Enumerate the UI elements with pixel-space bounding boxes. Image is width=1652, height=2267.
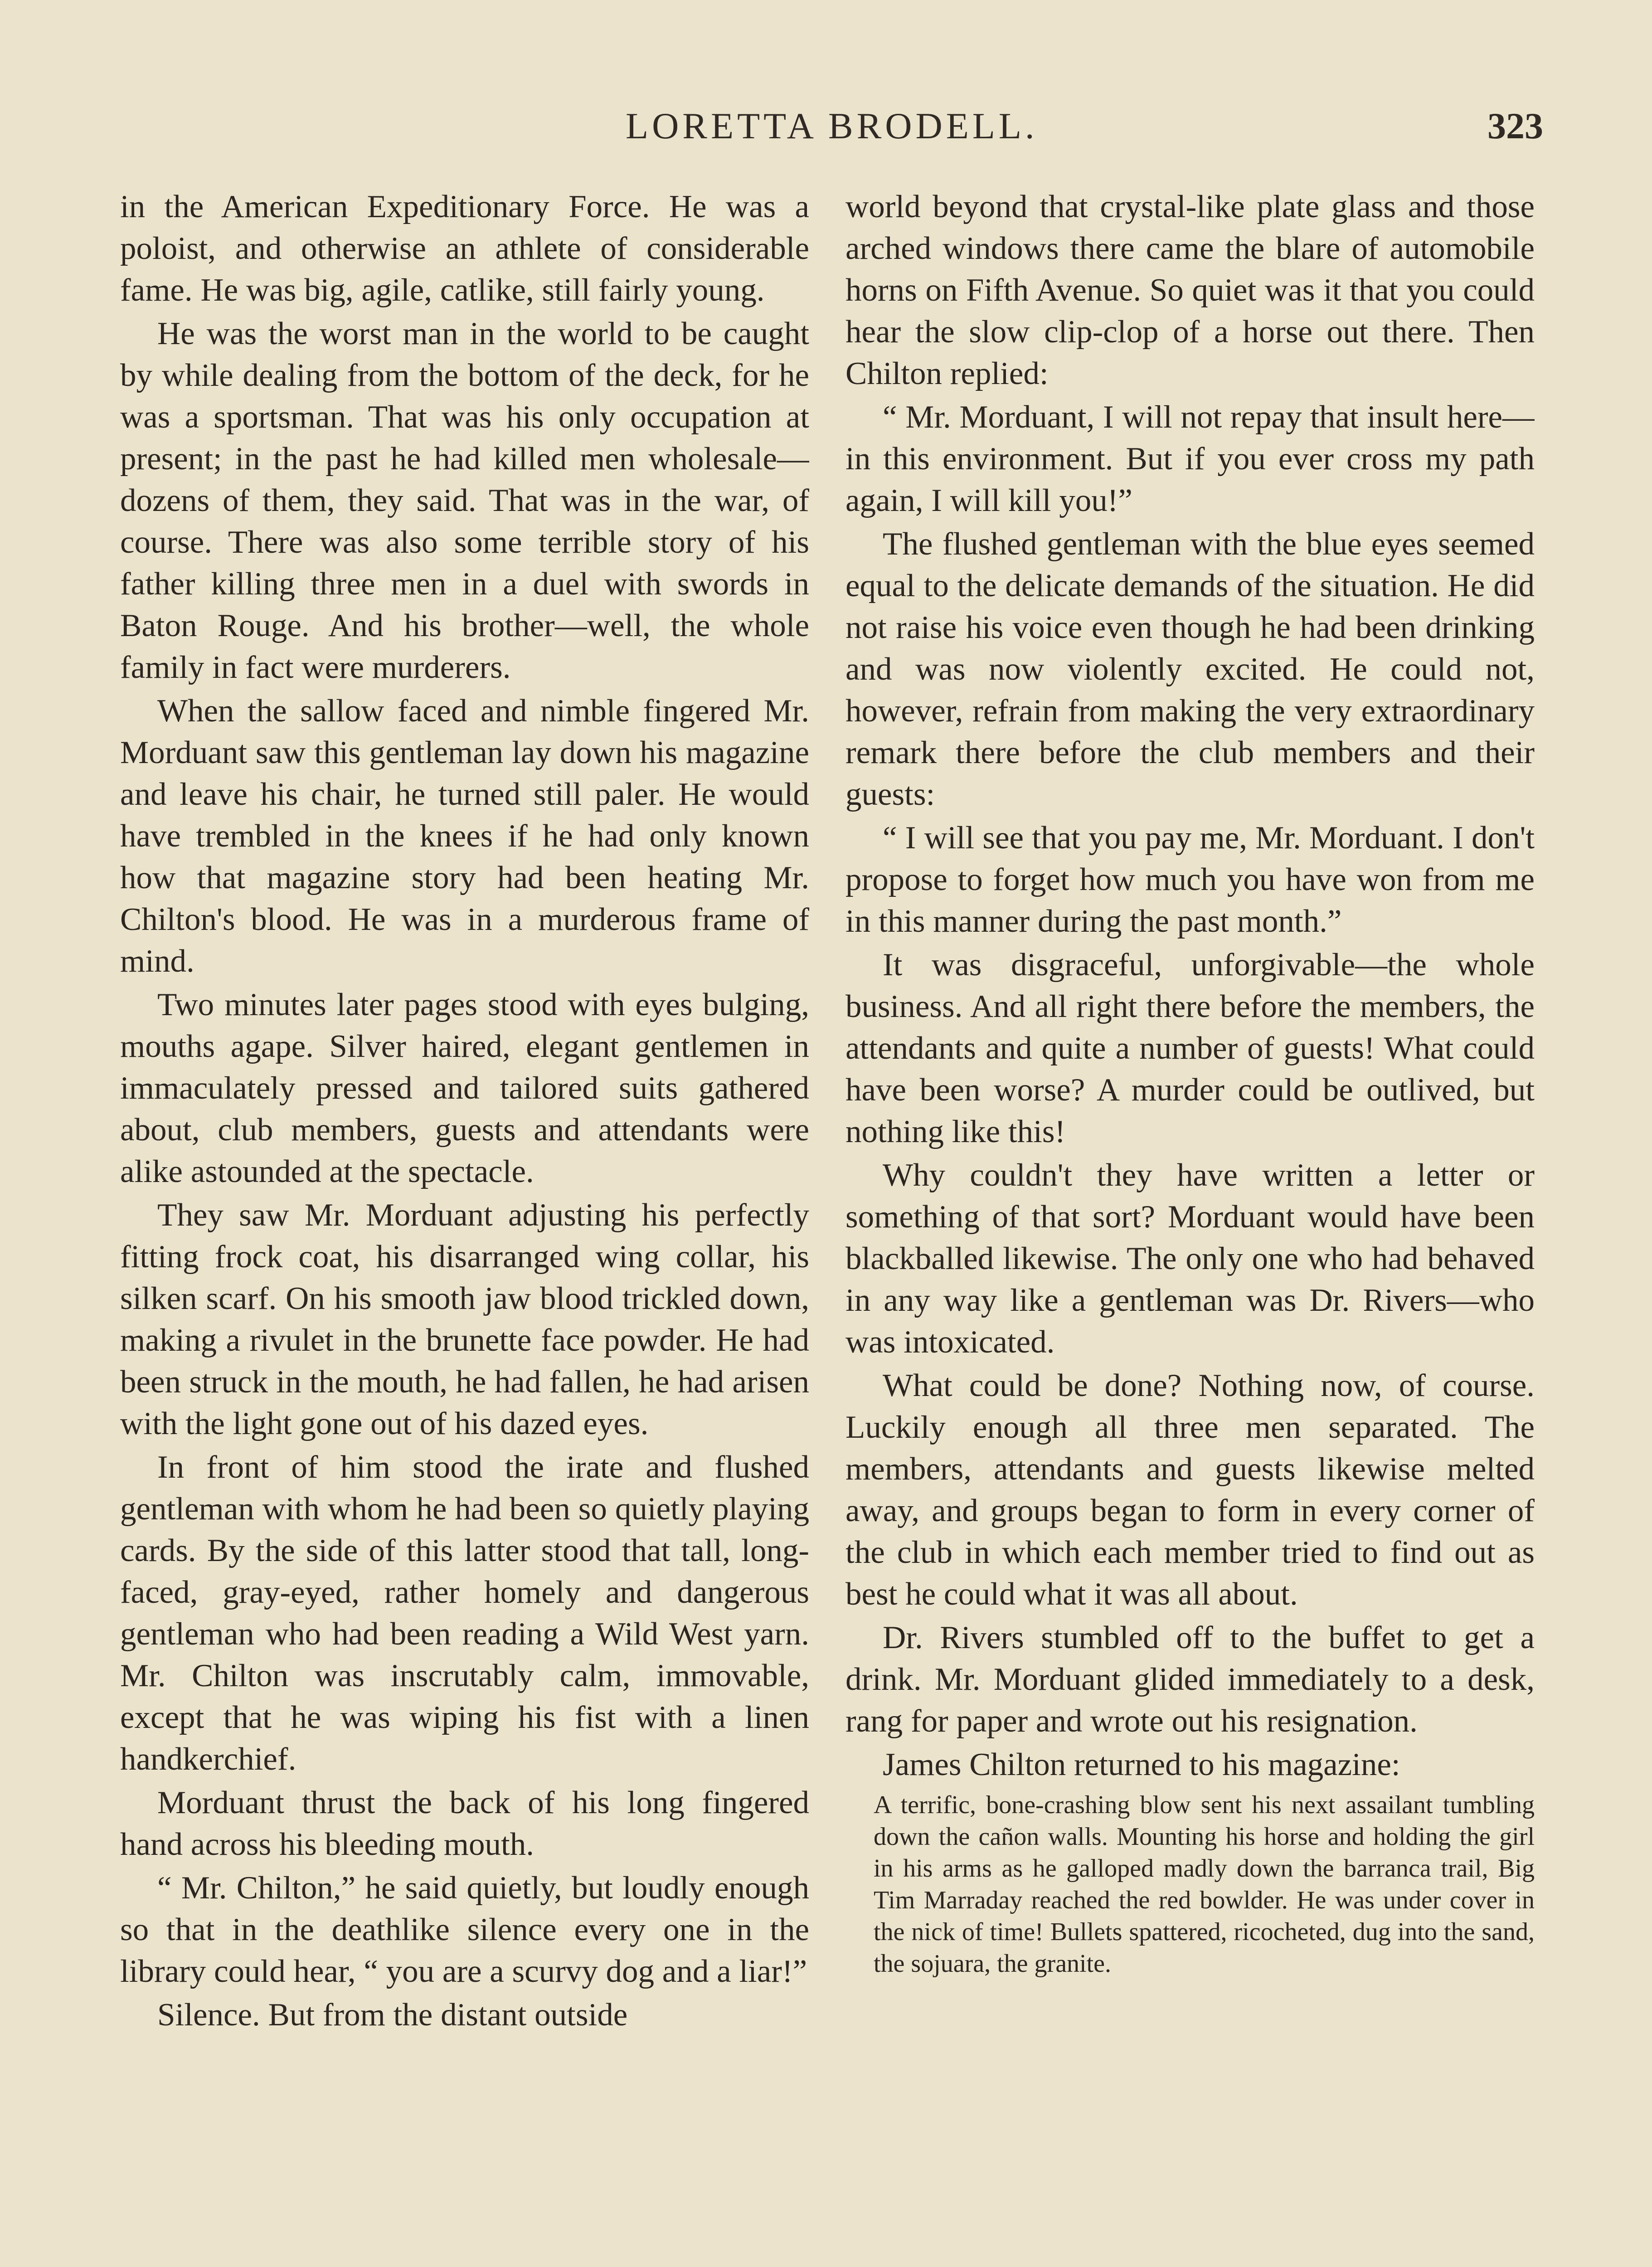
left-paragraph-5: They saw Mr. Morduant adjusting his perfectly fitting frock coat, his disarranged wing collar, his silken scarf. On his smooth jaw blood trickled down, making a rivulet in the brunette face powder. He had been struck in the mouth, he had fallen, he had arisen with the light gone out of his dazed eyes. [120, 1197, 809, 1441]
left-paragraph-3: When the sallow faced and nimble fingered Mr. Morduant saw this gentleman lay down his magazine and leave his chair, he turned still paler. He would have trembled in the knees if he had only known how that magazine story had been heating Mr. Chilton's blood. He was in a murderous frame of mind. [120, 693, 809, 979]
right-text-column [845, 186, 1535, 2267]
page-header [0, 95, 1652, 159]
right-paragraph-1: world beyond that crystal-like plate glass and those arched windows there came the blare of automobile horns on Fifth Avenue. So quiet was it that you could hear the slow clip-clop of a horse out there. Then Chilton replied: [845, 189, 1535, 391]
right-paragraph-8: Dr. Rivers stumbled off to the buffet to get a drink. Mr. Morduant glided immediately to a desk, rang for paper and wrote out his resignation. [845, 1620, 1535, 1739]
left-paragraph-7: Morduant thrust the back of his long fingered hand across his bleeding mouth. [120, 1785, 809, 1862]
magazine-excerpt: A terrific, bone-crashing blow sent his next assailant tumbling down the cañon walls. Mounting his horse and holding the girl in his arms as he galloped madly down the barranca trail, Big Tim Marraday reached the red bowlder. He was under cover in the nick of time! Bullets spattered, ricocheted, dug into the sand, the sojuara, the granite. [874, 1791, 1535, 1978]
left-paragraph-8: “ Mr. Chilton,” he said quietly, but loudly enough so that in the deathlike silence every one in the library could hear, “ you are a scurvy dog and a liar!” [120, 1870, 809, 1989]
left-text-column [120, 186, 809, 2267]
right-paragraph-9: James Chilton returned to his magazine: [883, 1747, 1400, 1782]
right-paragraph-5: It was disgraceful, unforgivable—the whole business. And all right there before the members, the attendants and quite a number of guests! What could have been worse? A murder could be outlived, but nothing like this! [845, 947, 1535, 1149]
left-paragraph-1: in the American Expeditionary Force. He was a poloist, and otherwise an athlete of considerable fame. He was big, agile, catlike, still fairly young. [120, 189, 809, 308]
left-paragraph-6: In front of him stood the irate and flushed gentleman with whom he had been so quietly playing cards. By the side of this latter stood that tall, long-faced, gray-eyed, rather homely and dangerous gentleman who had been reading a Wild West yarn. Mr. Chilton was inscrutably calm, immovable, except that he was wiping his fist with a linen handkerchief. [120, 1450, 809, 1777]
left-paragraph-2: He was the worst man in the world to be caught by while dealing from the bottom of the deck, for he was a sportsman. That was his only occupation at present; in the past he had killed men wholesale—dozens of them, they said. That was in the war, of course. There was also some terrible story of his father killing three men in a duel with swords in Baton Rouge. And his brother—well, the whole family in fact were murderers. [120, 316, 809, 685]
right-paragraph-6: Why couldn't they have written a letter or something of that sort? Morduant would have been blackballed likewise. The only one who had behaved in any way like a gentleman was Dr. Rivers—who was intoxicated. [845, 1158, 1535, 1360]
right-paragraph-4: “ I will see that you pay me, Mr. Morduant. I don't propose to forget how much you have won from me in this manner during the past month.” [845, 820, 1535, 939]
right-paragraph-7: What could be done? Nothing now, of course. Luckily enough all three men separated. The members, attendants and guests likewise melted away, and groups began to form in every corner of the club in which each member tried to find out as best he could what it was all about. [845, 1368, 1535, 1612]
left-paragraph-9: Silence. But from the distant outside [157, 1997, 628, 2033]
running-title: LORETTA BRODELL. [626, 105, 1038, 146]
right-paragraph-3: The flushed gentleman with the blue eyes seemed equal to the delicate demands of the situation. He did not raise his voice even though he had been drinking and was now violently excited. He could not, however, refrain from making the very extraordinary remark there before the club members and their guests: [845, 526, 1535, 812]
page-number: 323 [1487, 105, 1543, 146]
right-paragraph-2: “ Mr. Morduant, I will not repay that insult here—in this environment. But if you ever cross my path again, I will kill you!” [845, 399, 1535, 518]
left-paragraph-4: Two minutes later pages stood with eyes bulging, mouths agape. Silver haired, elegant gentlemen in immaculately pressed and tailored suits gathered about, club members, guests and attendants were alike astounded at the spectacle. [120, 987, 809, 1189]
